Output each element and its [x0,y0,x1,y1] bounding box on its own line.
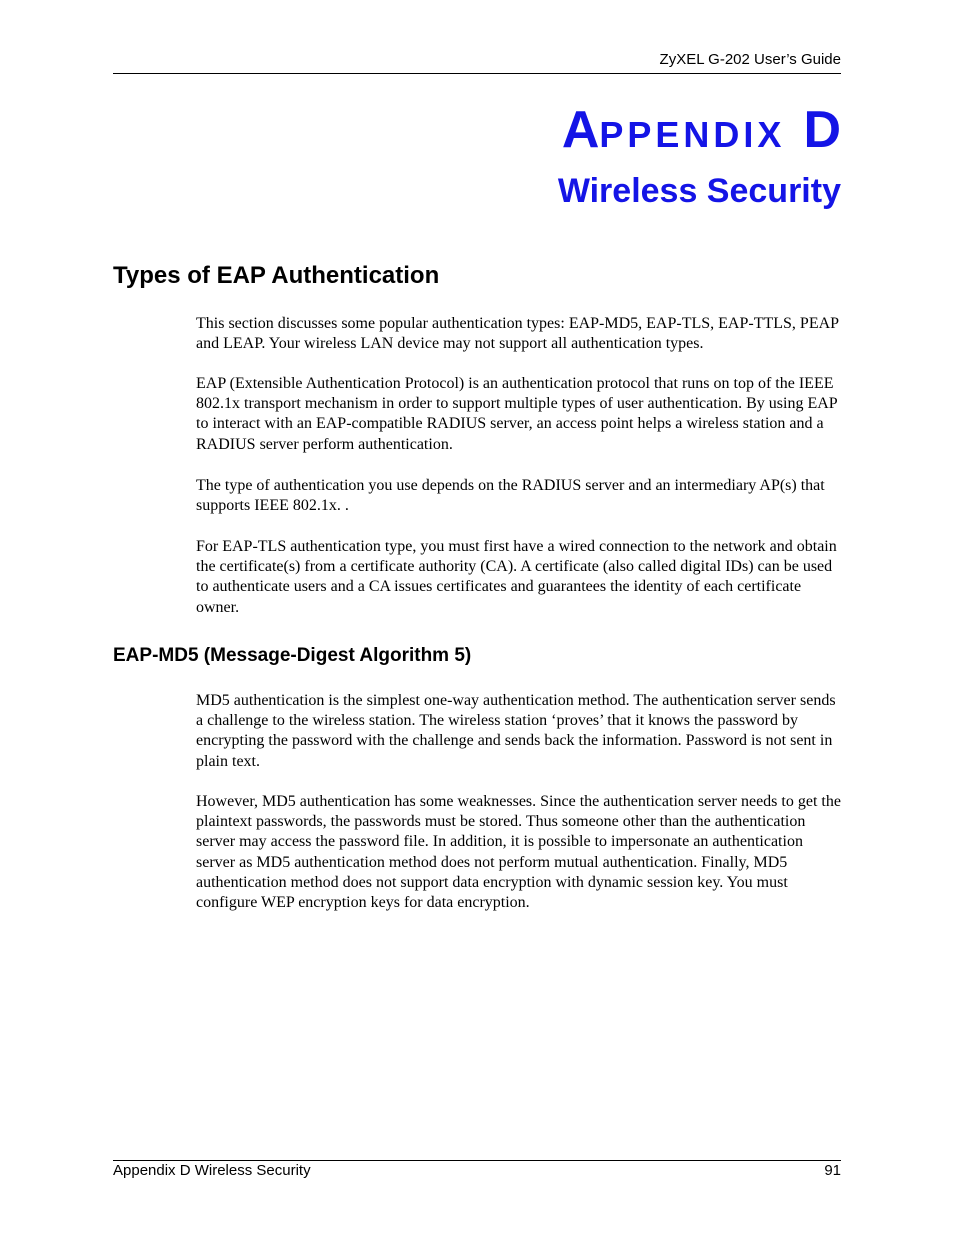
paragraph: MD5 authentication is the simplest one-way authentication method. The authentication server sends a challenge to the wireless station. The wireless station ‘proves’ that it knows the password by encrypting the password with the challenge and sends back the information. Password is not sent in plain text. [196,692,836,770]
footer-chapter-title: Appendix D Wireless Security [113,1162,311,1179]
paragraph: EAP (Extensible Authentication Protocol) is an authentication protocol that runs on top of the IEEE 802.1x transport mechanism in order to support multiple types of user authentication. By using EAP to interact with an EAP-compatible RADIUS server, an access point helps a wireless station and a RADIUS server perform authentication. [196,375,838,453]
running-header: ZyXEL G-202 User’s Guide [659,51,841,68]
footer-divider [113,1160,841,1161]
paragraph: For EAP-TLS authentication type, you must first have a wired connection to the network and obtain the certificate(s) from a certificate authority (CA). A certificate (also called digital IDs) can be used to authenticate users and a CA issues certificates and guarantees the identity of each certificate owner. [196,538,837,616]
chapter-label-initial: A [561,101,600,159]
paragraph: However, MD5 authentication has some weaknesses. Since the authentication server needs to get the plaintext passwords, the passwords must be stored. Thus someone other than the authentication server may access the password file. In addition, it is possible to impersonate an authentication server as MD5 authentication method does not perform mutual authentication. Finally, MD5 authentication method does not support data encryption with dynamic session key. You must configure WEP encryption keys for data encryption. [196,793,841,912]
chapter-label-word: PPENDIX [599,114,786,155]
header-divider [113,73,841,74]
page-number: 91 [824,1162,841,1179]
chapter-title: Wireless Security [557,172,841,210]
paragraph: This section discusses some popular authentication types: EAP-MD5, EAP-TLS, EAP-TTLS, PEAP and LEAP. Your wireless LAN device may not support all authentication types. [196,315,839,353]
subsection-heading-eap-md5: EAP-MD5 (Message-Digest Algorithm 5) [113,645,472,666]
paragraph: The type of authentication you use depends on the RADIUS server and an intermediary AP(s) that supports IEEE 802.1x. . [196,477,825,515]
section-heading-eap-types: Types of EAP Authentication [113,262,440,289]
chapter-label [562,100,841,165]
chapter-label-letter: D [803,101,841,159]
